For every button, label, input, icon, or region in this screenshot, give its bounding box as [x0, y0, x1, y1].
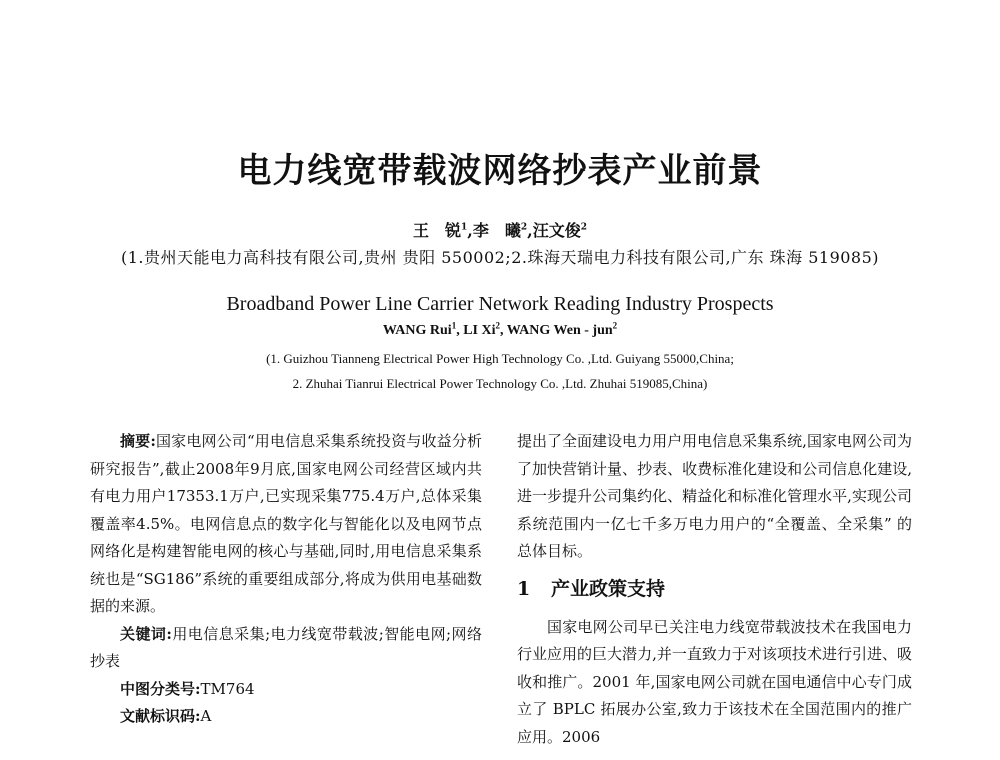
english-affiliation-line-1: (1. Guizhou Tianneng Electrical Power High Technology Co. ,Ltd. Guiyang 55000,China; — [266, 351, 734, 366]
classification-number — [90, 676, 482, 704]
classification-value: TM764 — [200, 679, 255, 698]
section-number: 1 — [517, 577, 531, 600]
author-name: 王 锐 — [413, 221, 462, 240]
intro-paragraph: 提出了全面建设电力用户用电信息采集系统,国家电网公司为了加快营销计量、抄表、收费标准化建设和公司信息化建设,进一步提升公司集约化、精益化和标准化管理水平,实现公司系统范围内一亿七千多万电力用户的“全覆盖、全采集” 的总体目标。 — [517, 432, 912, 560]
keywords-text: 用电信息采集;电力线宽带载波;智能电网;网络抄表 — [90, 624, 482, 670]
author-line — [0, 218, 1000, 241]
author-separator: , — [527, 221, 533, 240]
document-code-value: A — [200, 707, 212, 725]
section-title: 产业政策支持 — [551, 577, 666, 600]
abstract-text: 国家电网公司“用电信息采集系统投资与收益分析研究报告”,截止2008年9月底,国家电网公司经营区域内共有电力用户17353.1万户,已实现采集775.4万户,总体采集覆盖率4.5%。电网信息点的数字化与智能化以及电网节点网络化是构建智能电网的核心与基础,同时,用电信息采集系统也是“SG186”系统的重要组成部分,将成为供用电基础数据的来源。 — [90, 432, 482, 615]
document-code — [90, 703, 482, 731]
english-author-name: WANG Wen - jun — [506, 323, 613, 338]
abstract-label: 摘要: — [120, 432, 156, 450]
author-name: 李 曦 — [472, 221, 521, 240]
english-title: Broadband Power Line Carrier Network Reading Industry Prospects — [226, 293, 774, 315]
author-affiliation-mark: 1 — [461, 222, 468, 233]
abstract — [90, 428, 482, 621]
author-separator: , — [456, 323, 464, 338]
section-heading — [517, 574, 912, 604]
keywords — [90, 621, 482, 676]
english-affiliation-line-2: 2. Zhuhai Tianrui Electrical Power Technology Co. ,Ltd. Zhuhai 519085,China) — [292, 376, 708, 391]
right-column — [517, 428, 912, 751]
author-affiliation-mark: 2 — [612, 320, 618, 331]
keywords-label: 关键词: — [120, 624, 172, 643]
english-author-name: LI Xi — [463, 323, 496, 338]
paper-title: 电力线宽带载波网络抄表产业前景 — [237, 151, 763, 191]
author-affiliation-mark: 1 — [451, 320, 457, 331]
author-separator: , — [499, 323, 507, 338]
english-author-name: WANG Rui — [382, 323, 452, 338]
author-affiliation-mark: 2 — [495, 320, 500, 331]
left-column — [90, 428, 482, 731]
affiliation-line: (1.贵州天能电力高科技有限公司,贵州 贵阳 550002;2.珠海天瑞电力科技有限公司,广东 珠海 519085) — [120, 248, 880, 267]
author-name: 汪文俊 — [532, 221, 581, 240]
english-author-line — [0, 320, 1000, 339]
classification-label: 中图分类号: — [120, 679, 201, 698]
author-affiliation-mark: 2 — [520, 222, 528, 233]
document-code-label: 文献标识码: — [120, 707, 201, 725]
author-separator: , — [467, 221, 473, 240]
author-affiliation-mark: 2 — [580, 222, 587, 233]
section-paragraph: 国家电网公司早已关注电力线宽带载波技术在我国电力行业应用的巨大潜力,并一直致力于对该项技术进行引进、吸收和推广。2001 年,国家电网公司就在国电通信中心专门成立了 BPLC 拓展办公室,致力于该技术在全国范围内的推广应用。2006 — [517, 617, 912, 746]
